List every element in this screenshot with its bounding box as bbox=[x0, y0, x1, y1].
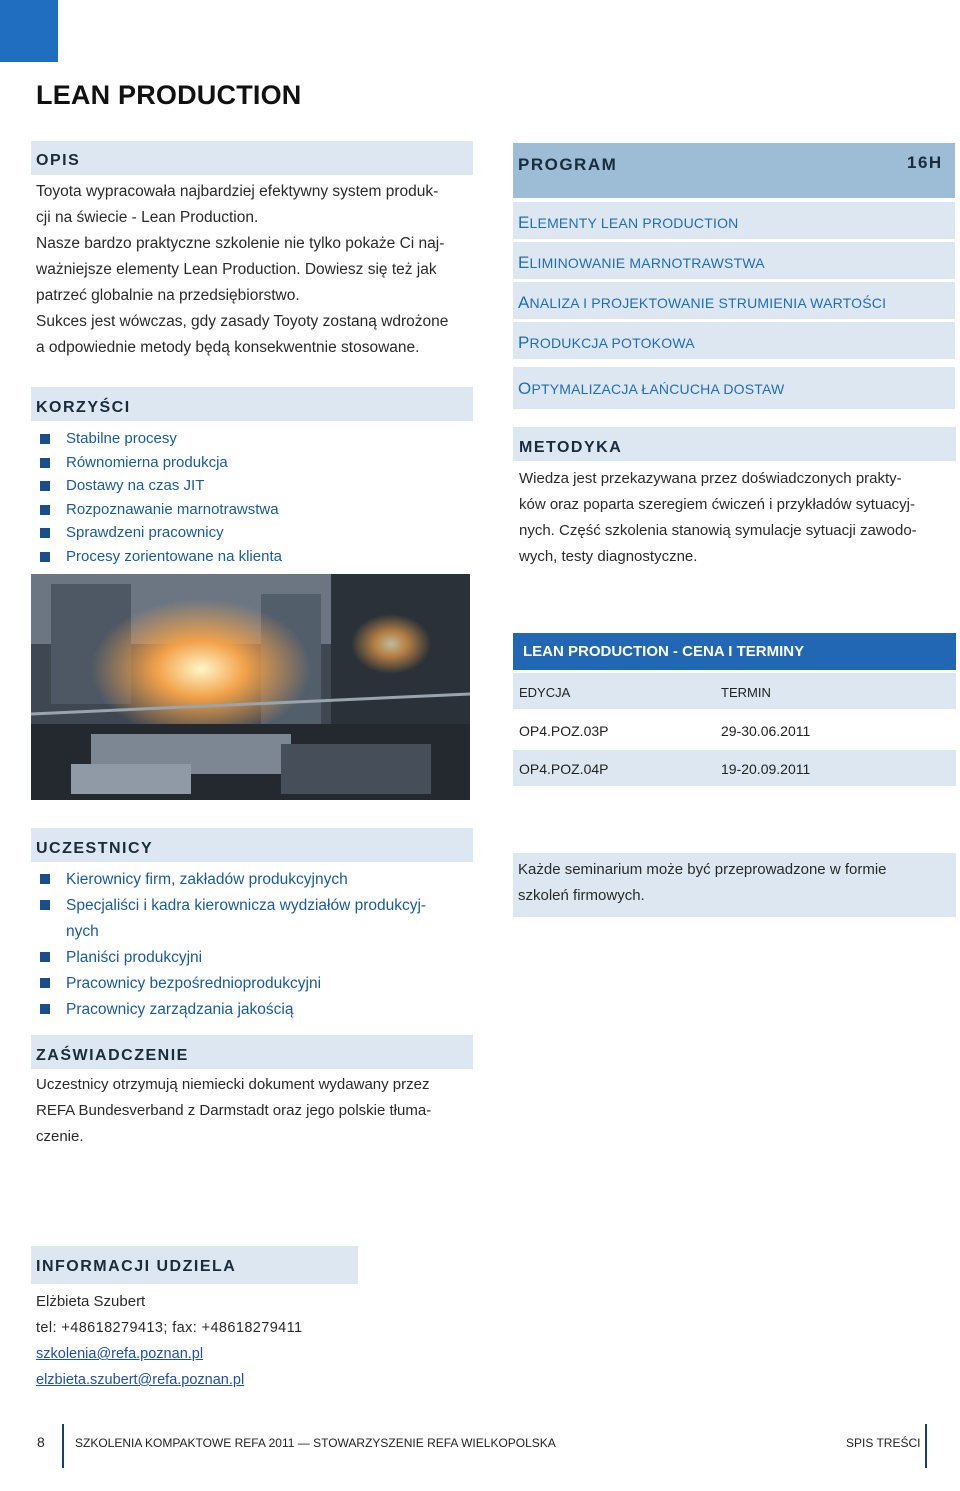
contact-name: Elżbieta Szubert bbox=[36, 1293, 146, 1310]
zaswiadczenie-heading: ZAŚWIADCZENIE bbox=[36, 1047, 189, 1064]
note-line: Każde seminarium może być przeprowadzone w formie bbox=[518, 861, 887, 878]
opis-heading: OPIS bbox=[36, 152, 81, 169]
program-item: ANALIZA I PROJEKTOWANIE STRUMIENIA WARTOŚCI bbox=[518, 293, 887, 312]
contact-phone: tel: +48618279413; fax: +48618279411 bbox=[36, 1320, 303, 1336]
uczestnicy-list bbox=[36, 867, 476, 1023]
opis-line: Toyota wypracowała najbardziej efektywny system produk- bbox=[36, 183, 439, 200]
list-item: Pracownicy bezpośrednioprodukcyjni bbox=[36, 971, 476, 997]
list-item: Równomierna produkcja bbox=[36, 451, 476, 475]
metodyka-line: Wiedza jest przekazywana przez doświadczonych prakty- bbox=[519, 470, 902, 487]
opis-line: patrzeć globalnie na przedsiębiorstwo. bbox=[36, 287, 300, 304]
korzysci-heading: KORZYŚCI bbox=[36, 399, 131, 416]
list-item: Sprawdzeni pracownicy bbox=[36, 521, 476, 545]
opis-line: Sukces jest wówczas, gdy zasady Toyoty zostaną wdrożone bbox=[36, 313, 449, 330]
contact-email-link[interactable]: elzbieta.szubert@refa.poznan.pl bbox=[36, 1372, 245, 1388]
pricing-heading: LEAN PRODUCTION - CENA I TERMINY bbox=[523, 643, 805, 660]
list-item: Planiści produkcyjni bbox=[36, 945, 476, 971]
list-item: Stabilne procesy bbox=[36, 427, 476, 451]
list-item: Pracownicy zarządzania jakością bbox=[36, 997, 476, 1023]
note-text bbox=[518, 857, 954, 909]
list-item: Dostawy na czas JIT bbox=[36, 474, 476, 498]
footer-divider-right bbox=[925, 1424, 927, 1468]
program-item-row bbox=[513, 322, 955, 359]
date-cell: 29-30.06.2011 bbox=[721, 723, 811, 739]
date-cell: 19-20.09.2011 bbox=[721, 761, 811, 777]
zaswiadczenie-line: Uczestnicy otrzymują niemiecki dokument wydawany przez bbox=[36, 1076, 430, 1093]
program-item: OPTYMALIZACJA ŁAŃCUCHA DOSTAW bbox=[518, 379, 785, 398]
contact-email-link[interactable]: szkolenia@refa.poznan.pl bbox=[36, 1346, 204, 1362]
program-item-row bbox=[513, 367, 955, 409]
page-title: LEAN PRODUCTION bbox=[36, 80, 302, 110]
program-duration: 16H bbox=[907, 153, 943, 172]
metodyka-heading: METODYKA bbox=[519, 439, 623, 456]
list-item: Kierownicy firm, zakładów produkcyjnych bbox=[36, 867, 476, 893]
program-item-row bbox=[513, 282, 955, 319]
opis-text bbox=[36, 179, 476, 361]
metodyka-line: wych, testy diagnostyczne. bbox=[519, 548, 698, 565]
note-line: szkoleń firmowych. bbox=[518, 887, 645, 904]
list-item: Procesy zorientowane na klienta bbox=[36, 545, 476, 569]
korzysci-list bbox=[36, 427, 476, 568]
opis-heading-band bbox=[31, 141, 473, 175]
toc-link[interactable]: SPIS TREŚCI bbox=[846, 1436, 921, 1450]
col-date-label: TERMIN bbox=[721, 685, 771, 700]
zaswiadczenie-line: czenie. bbox=[36, 1128, 84, 1145]
footer-title: SZKOLENIA KOMPAKTOWE REFA 2011 — STOWARZYSZENIE REFA WIELKOPOLSKA bbox=[75, 1436, 556, 1450]
col-edition-label: EDYCJA bbox=[519, 685, 571, 700]
contact-heading: INFORMACJI UDZIELA bbox=[36, 1258, 237, 1275]
metodyka-line: ków oraz poparta szeregiem ćwiczeń i przykładów sytuacyj- bbox=[519, 496, 915, 513]
program-item: PRODUKCJA POTOKOWA bbox=[518, 333, 695, 352]
opis-line: a odpowiednie metody będą konsekwentnie stosowane. bbox=[36, 339, 420, 356]
zaswiadczenie-text bbox=[36, 1072, 476, 1150]
corner-accent-block bbox=[0, 0, 58, 62]
table-row bbox=[513, 712, 956, 748]
program-heading: PROGRAM bbox=[518, 155, 618, 174]
opis-line: Nasze bardzo praktyczne szkolenie nie tylko pokaże Ci naj- bbox=[36, 235, 445, 252]
metodyka-line: nych. Część szkolenia stanowią symulacje sytuacji zawodo- bbox=[519, 522, 917, 539]
list-item-continuation: nych bbox=[66, 923, 99, 940]
pricing-header bbox=[513, 633, 956, 670]
factory-photo-illustration bbox=[31, 574, 470, 800]
list-item: Specjaliści i kadra kierownicza wydziałów produkcyj- bbox=[36, 893, 476, 919]
edition-cell: OP4.POZ.03P bbox=[519, 723, 609, 739]
pricing-column-header bbox=[513, 673, 956, 709]
edition-cell: OP4.POZ.04P bbox=[519, 761, 609, 777]
uczestnicy-heading: UCZESTNICY bbox=[36, 840, 154, 857]
page-number: 8 bbox=[37, 1434, 45, 1450]
program-item: ELEMENTY LEAN PRODUCTION bbox=[518, 213, 739, 232]
opis-line: ważniejsze elementy Lean Production. Dowiesz się też jak bbox=[36, 261, 437, 278]
zaswiadczenie-line: REFA Bundesverband z Darmstadt oraz jego polskie tłuma- bbox=[36, 1102, 432, 1119]
factory-photo bbox=[31, 574, 470, 800]
opis-line: cji na świecie - Lean Production. bbox=[36, 209, 259, 226]
list-item: Rozpoznawanie marnotrawstwa bbox=[36, 498, 476, 522]
program-item-row bbox=[513, 202, 955, 239]
footer-divider-left bbox=[62, 1424, 64, 1468]
metodyka-text bbox=[519, 466, 955, 570]
table-row bbox=[513, 750, 956, 786]
program-item: ELIMINOWANIE MARNOTRAWSTWA bbox=[518, 253, 765, 272]
program-item-row bbox=[513, 242, 955, 279]
